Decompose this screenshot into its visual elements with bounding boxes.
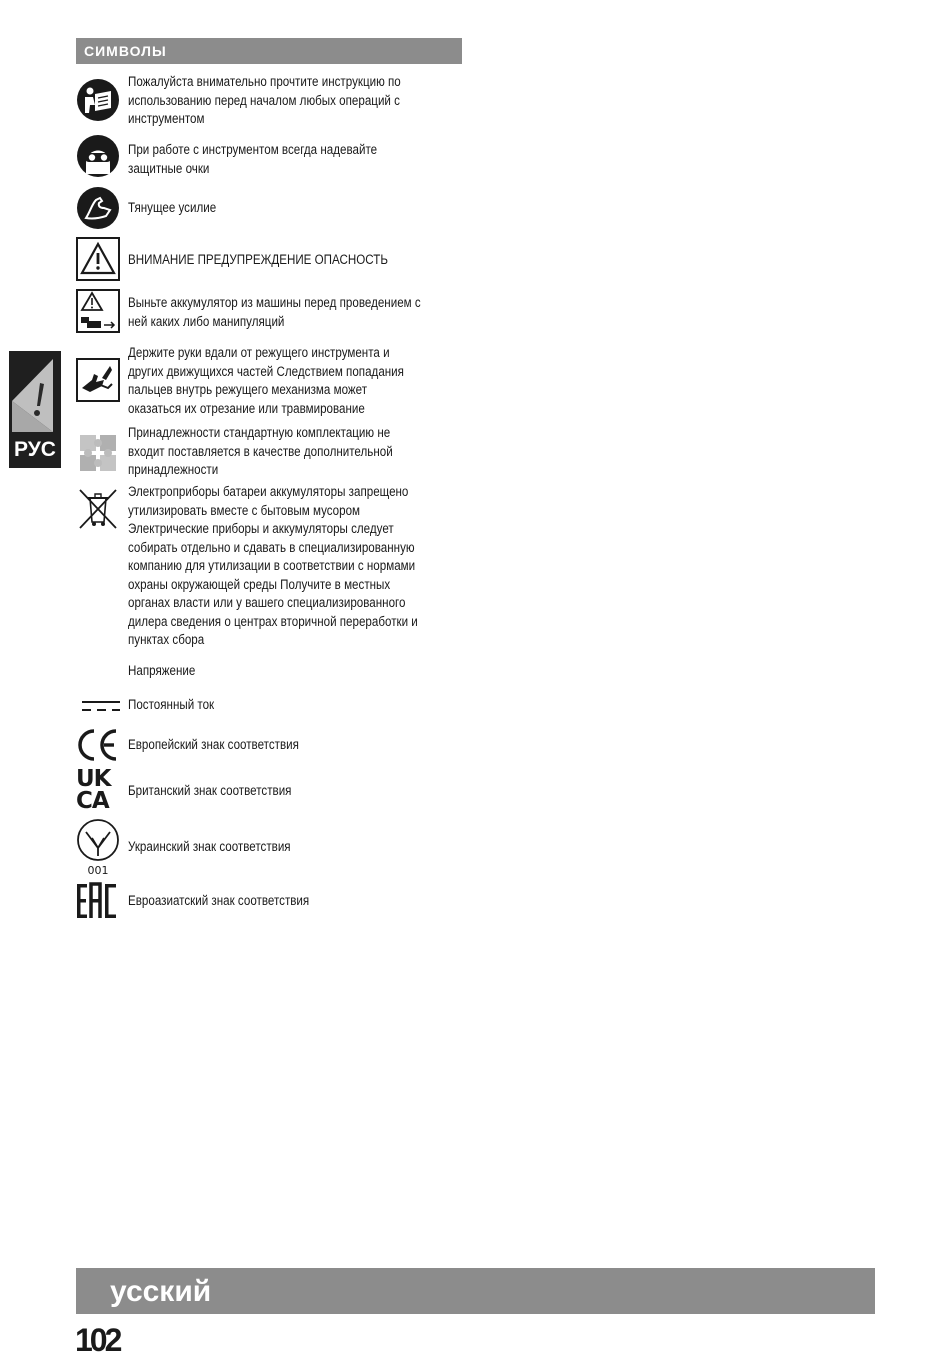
section-header: СИМВОЛЫ xyxy=(76,38,462,64)
eac-mark-icon xyxy=(76,882,120,920)
pulling-force-icon xyxy=(76,186,120,230)
safety-goggles-icon xyxy=(76,134,120,178)
ukca-top: UK xyxy=(76,766,111,792)
symbol-text: Постоянный ток xyxy=(128,697,215,712)
symbol-text: Евроазиатский знак соответствия xyxy=(128,893,310,908)
ce-mark-icon xyxy=(76,727,120,763)
page-number: 102 xyxy=(75,1322,120,1358)
keep-hands-away-icon xyxy=(76,358,120,402)
symbol-text: Тянущее усилие xyxy=(128,200,217,215)
ukca-mark-icon xyxy=(76,768,120,814)
crossed-bin-icon xyxy=(76,486,120,530)
ukraine-mark-code: 001 xyxy=(87,864,109,877)
symbol-text: Пожалуйста внимательно прочтите инструкцию по использованию перед началом любых операций с инструментом xyxy=(128,74,401,126)
ukca-bottom: CA xyxy=(76,788,109,814)
symbol-text: Держите руки вдали от режущего инструмента и других движущихся частей Следствием попадания пальцев внутрь режущего механизма может оказаться их отрезание или травмирование xyxy=(128,345,404,416)
warning-triangle-icon xyxy=(76,237,120,281)
symbol-text: Выньте аккумулятор из машины перед проведением с ней каких либо манипуляций xyxy=(128,295,421,329)
direct-current-icon xyxy=(76,696,120,716)
ukraine-mark-icon xyxy=(76,818,120,880)
symbol-text: Украинский знак соответствия xyxy=(128,839,291,854)
footer-title: усский xyxy=(110,1275,212,1308)
symbol-text: ВНИМАНИЕ ПРЕДУПРЕЖДЕНИЕ ОПАСНОСТЬ xyxy=(128,252,389,267)
symbol-text: При работе с инструментом всегда надевайте защитные очки xyxy=(128,142,378,176)
remove-battery-icon xyxy=(76,289,120,333)
symbol-text: Электроприборы батареи аккумуляторы запрещено утилизировать вместе с бытовым мусором Электрические приборы и аккумуляторы следует собирать отдельно и сдавать в специализированную компанию для утилизации в соответствии с нормами охраны окружающей среды Получите в местных органах власти или у вашего специализированного дилера сведения о центрах вторичной переработки и пунктах сбора xyxy=(128,484,418,647)
symbol-text: Напряжение xyxy=(128,663,196,678)
symbol-text: Британский знак соответствия xyxy=(128,783,292,798)
symbol-text: Принадлежности стандартную комплектацию не входит поставляется в качестве дополнительной принадлежности xyxy=(128,425,393,477)
language-label: РУС xyxy=(14,438,56,461)
symbol-text: Европейский знак соответствия xyxy=(128,737,299,752)
accessories-icon xyxy=(76,431,120,475)
read-manual-icon xyxy=(76,78,120,122)
